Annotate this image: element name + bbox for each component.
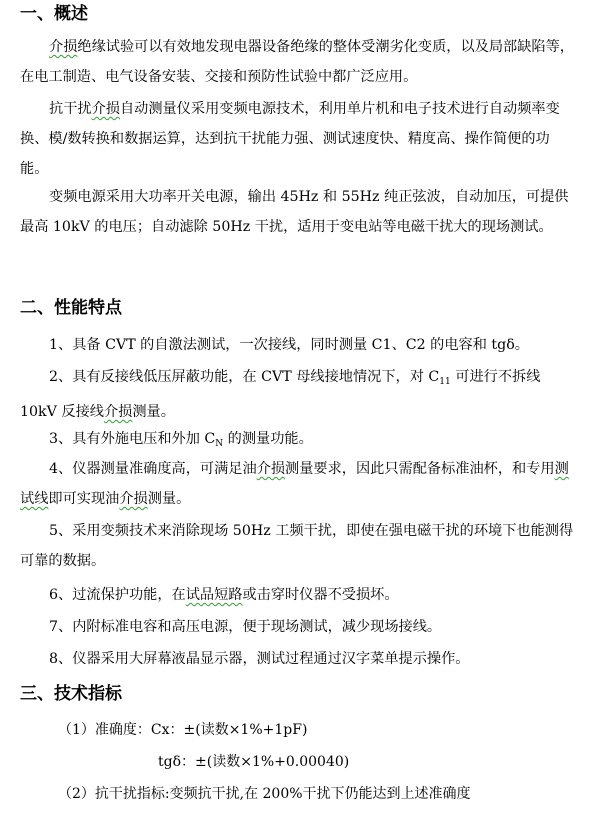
subscript: 11 bbox=[439, 377, 451, 387]
item-text: 的测量功能。 bbox=[223, 431, 313, 447]
spellcheck-underlined-term: 介损 bbox=[119, 491, 148, 507]
item-text: 6、过流保护功能，在 bbox=[49, 587, 186, 603]
spellcheck-underlined-term: 介损 bbox=[103, 404, 133, 420]
item-text: 可进行不拆线 10kV 反接线 bbox=[20, 369, 541, 420]
spec-accuracy-tg: tgδ：±(读数×1%+0.00040) bbox=[158, 754, 350, 770]
item-text: 3、具有外施电压和外加 C bbox=[49, 431, 216, 447]
item-text: 测量要求，因此只需配备标准油杯，和专用 bbox=[285, 461, 555, 477]
spellcheck-underlined-term: 介损 bbox=[91, 101, 120, 117]
section-heading-features: 二、性能特点 bbox=[20, 298, 122, 318]
paragraph-text: 抗干扰 bbox=[49, 101, 92, 117]
item-text: 即可实现油 bbox=[48, 491, 120, 507]
spec-accuracy-cx: （1）准确度：Cx：±(读数×1%+1pF) bbox=[58, 722, 308, 738]
section-heading-specs: 三、技术指标 bbox=[20, 684, 122, 704]
section-heading-overview: 一、概述 bbox=[20, 4, 88, 24]
spellcheck-underlined-term: 测试线 bbox=[20, 461, 569, 507]
feature-item-5: 5、采用变频技术来消除现场 50Hz 工频干扰，即使在强电磁干扰的环境下也能测得可靠的数据。 bbox=[20, 523, 574, 569]
feature-item-2 bbox=[20, 362, 578, 427]
feature-item-4 bbox=[20, 454, 578, 514]
spellcheck-underlined-term: 试品短路 bbox=[185, 587, 243, 603]
paragraph-text: 绝缘试验可以有效地发现电器设备绝缘的整体受潮劣化变质，以及局部缺陷等，在电工制造、电气设备安装、交接和预防性试验中都广泛应用。 bbox=[20, 39, 574, 85]
feature-item-7: 7、内附标准电容和高压电源，便于现场测试，减少现场接线。 bbox=[49, 619, 442, 635]
item-text: 测量。 bbox=[147, 491, 191, 507]
feature-item-1: 1、具备 CVT 的自激法测试，一次接线，同时测量 C1、C2 的电容和 tgδ。 bbox=[49, 337, 529, 353]
paragraph-text: 自动测量仪采用变频电源技术，利用单片机和电子技术进行自动频率变换、模/数转换和数据运算，达到抗干扰能力强、测试速度快、精度高、操作简便的功能。 bbox=[20, 101, 560, 177]
item-text: 4、仪器测量准确度高，可满足油 bbox=[49, 461, 257, 477]
overview-paragraph-3: 变频电源采用大功率开关电源，输出 45Hz 和 55Hz 纯正弦波，自动加压，可提供最高 10kV 的电压；自动滤除 50Hz 干扰，适用于变电站等电磁干扰大的现场测试。 bbox=[20, 189, 569, 235]
overview-paragraph-1 bbox=[20, 32, 578, 92]
spec-anti-interference: （2）抗干扰指标:变频抗干扰,在 200%干扰下仍能达到上述准确度 bbox=[58, 786, 471, 802]
overview-paragraph-2 bbox=[20, 94, 578, 184]
feature-item-8: 8、仪器采用大屏幕液晶显示器，测试过程通过汉字菜单提示操作。 bbox=[49, 651, 470, 667]
item-text: 或击穿时仪器不受损坏。 bbox=[242, 587, 399, 603]
feature-item-6 bbox=[20, 580, 578, 610]
spellcheck-underlined-term: 介损 bbox=[256, 461, 286, 477]
subscript: N bbox=[215, 439, 224, 449]
item-text: 2、具有反接线低压屏蔽功能，在 CVT 母线接地情况下，对 C bbox=[49, 369, 440, 385]
item-text: 测量。 bbox=[132, 404, 175, 420]
spellcheck-underlined-term: 介损 bbox=[49, 39, 78, 55]
